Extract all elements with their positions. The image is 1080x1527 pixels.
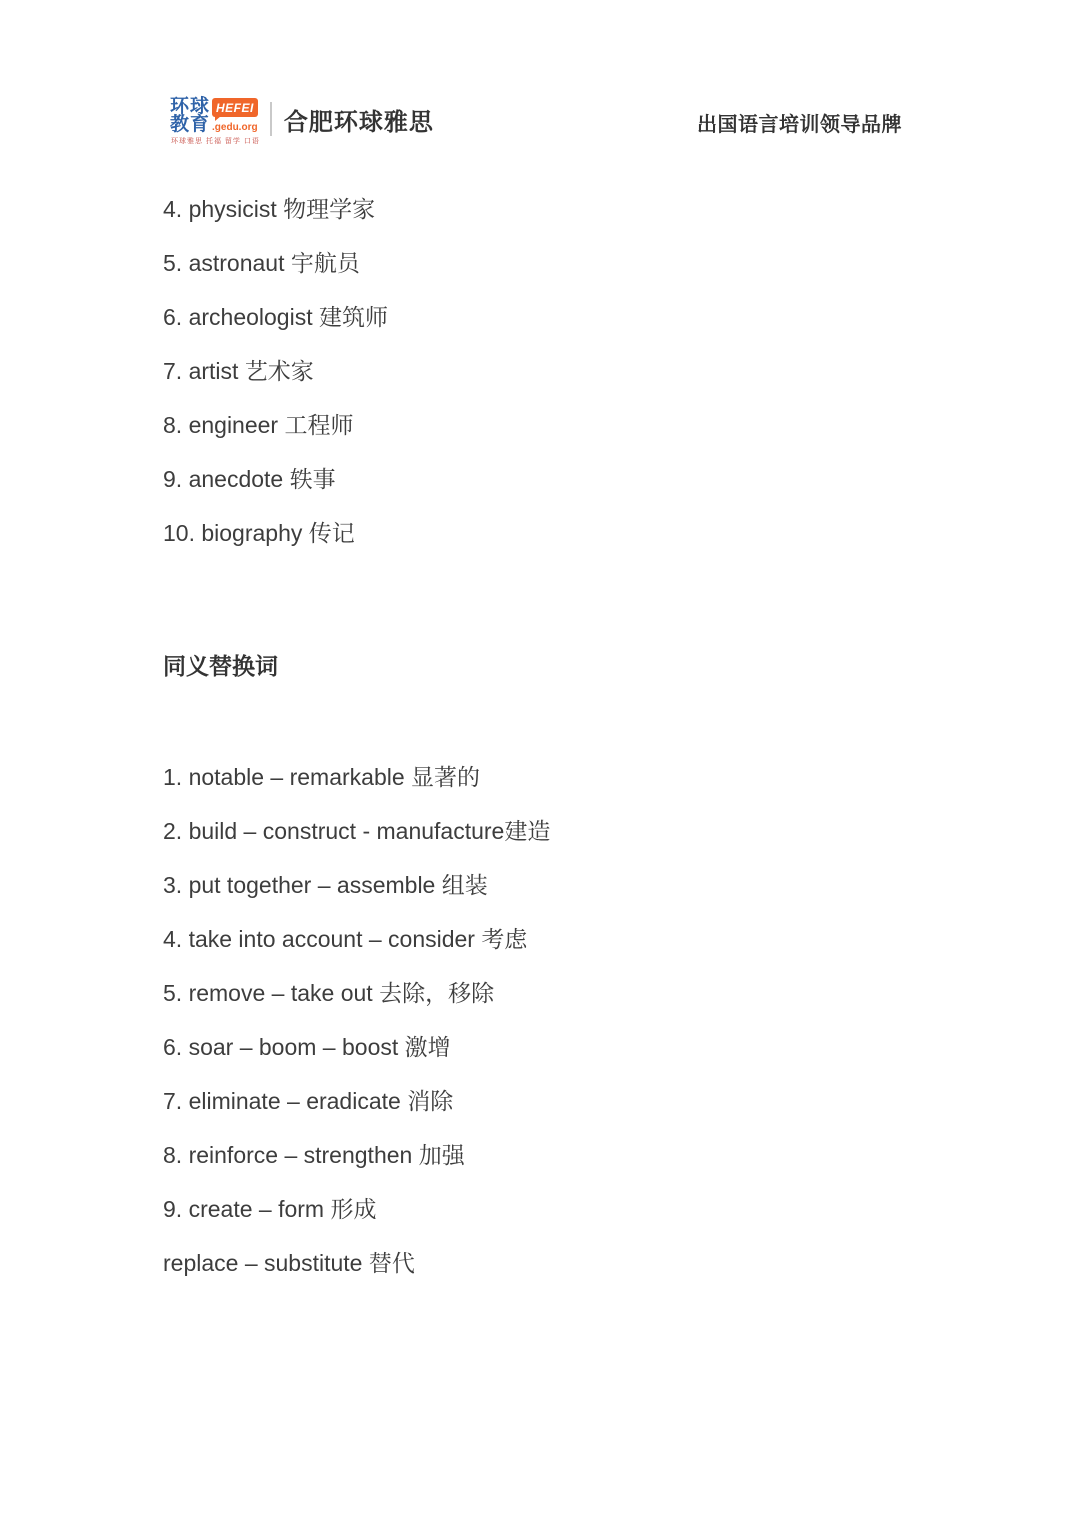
logo-brand-line1: 环球	[170, 96, 211, 117]
vocab-item: 9. anecdote 轶事	[163, 466, 336, 492]
vocab-list	[163, 196, 980, 547]
synonym-item: 6. soar – boom – boost 激增	[163, 1034, 451, 1060]
synonym-item: 2. build – construct - manufacture建造	[163, 818, 551, 844]
gedu-logo-mark	[170, 98, 258, 146]
hefei-badge: HEFEI	[212, 98, 258, 117]
section-heading-synonyms: 同义替换词	[163, 653, 278, 679]
vocab-item: 4. physicist 物理学家	[163, 196, 376, 222]
vocab-item: 5. astronaut 宇航员	[163, 250, 360, 276]
synonym-item: replace – substitute 替代	[163, 1250, 415, 1276]
synonym-item: 7. eliminate – eradicate 消除	[163, 1088, 454, 1114]
logo-badge-column	[212, 98, 258, 134]
synonym-item: 1. notable – remarkable 显著的	[163, 764, 481, 790]
logo-tagline: 环球雅思 托福 留学 口语	[171, 138, 260, 145]
vocab-item: 8. engineer 工程师	[163, 412, 354, 438]
vocab-item: 10. biography 传记	[163, 520, 355, 546]
document-content	[163, 196, 980, 1304]
synonym-item: 3. put together – assemble 组装	[163, 872, 488, 898]
synonym-item: 8. reinforce – strengthen 加强	[163, 1142, 465, 1168]
school-name: 合肥环球雅思	[283, 108, 434, 136]
vocab-item: 7. artist 艺术家	[163, 358, 314, 384]
logo-brand-chinese	[170, 98, 210, 134]
logo-divider	[270, 102, 272, 136]
synonym-item: 4. take into account – consider 考虑	[163, 926, 528, 952]
page-header	[170, 98, 902, 146]
synonym-list	[163, 764, 980, 1277]
vocab-item: 6. archeologist 建筑师	[163, 304, 388, 330]
logo-domain-text: .gedu.org	[212, 122, 258, 133]
logo-brand-line2: 教育	[170, 114, 211, 135]
synonym-item: 5. remove – take out 去除，移除	[163, 980, 495, 1006]
brand-slogan: 出国语言培训领导品牌	[697, 113, 902, 136]
brand-logo	[170, 98, 434, 146]
synonym-item: 9. create – form 形成	[163, 1196, 377, 1222]
